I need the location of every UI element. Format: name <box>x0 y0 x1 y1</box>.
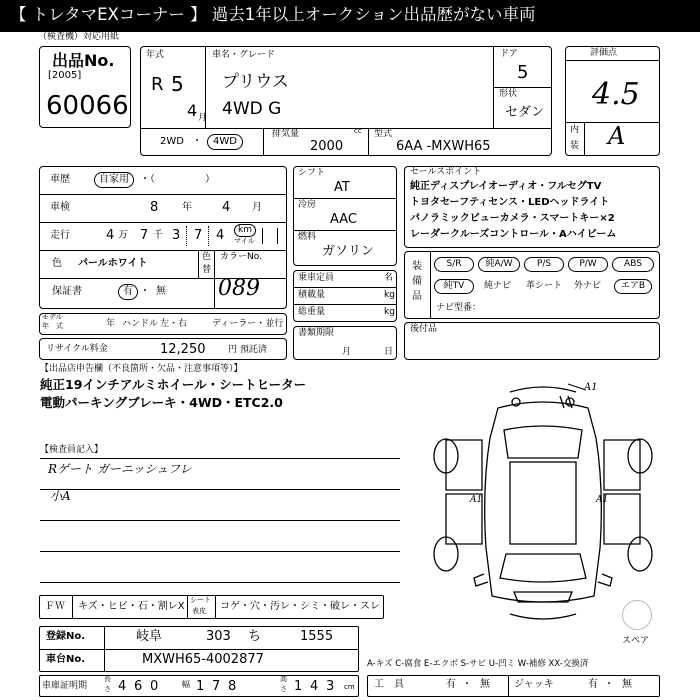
capacity-unit: 名 <box>384 273 394 283</box>
aircon-value: AAC <box>330 212 357 227</box>
attach-box <box>404 322 660 360</box>
warranty-label: 保証書 <box>52 286 82 297</box>
equip-navi: 純ナビ <box>484 281 512 291</box>
equip-ext-navi: 外ナビ <box>574 281 602 291</box>
inspector-note-1: Rゲート ガーニッシュフレ <box>48 462 192 476</box>
handle-label: ハンドル <box>122 319 159 329</box>
registration-place: 岐阜 <box>136 629 163 644</box>
mileage-d5: 4 <box>216 228 225 243</box>
year-label: 年式 <box>146 50 165 60</box>
registration-label: 登録No. <box>46 631 86 642</box>
warranty-yes: 有 <box>118 284 138 300</box>
drive-4wd: 4WD <box>207 134 243 150</box>
inspector-note-2: 小A <box>50 489 71 503</box>
color-code-label: カラーNo. <box>220 252 262 262</box>
inspection-month-unit: 月 <box>252 202 262 213</box>
door-label: ドア <box>500 49 518 59</box>
car-diagram <box>418 378 668 628</box>
car-name: プリウス <box>222 72 289 92</box>
history-value: 自家用 <box>94 172 134 188</box>
chassis-label: 車台No. <box>46 654 86 665</box>
drive-sep: ・ <box>192 136 202 147</box>
warranty-sep: ・ <box>140 286 150 297</box>
load-unit: kg <box>384 290 395 300</box>
cert-width-2: 7 <box>212 679 221 694</box>
model-year-year: 年 <box>106 319 116 329</box>
seat-label-1: シート <box>190 596 211 604</box>
jack-sep: ・ <box>604 679 614 690</box>
mileage-unit-km: km <box>234 224 256 237</box>
model-code: 6AA -MXWH65 <box>396 139 491 154</box>
registration-kana: ち <box>248 629 262 644</box>
banner-title: 【 トレタマEXコーナー 】 過去1年以上オークション出品歴がない車両 <box>10 5 536 24</box>
equip-sr: S/R <box>434 257 474 272</box>
jack-yes: 有 <box>588 679 598 690</box>
attach-label: 後付品 <box>410 324 438 334</box>
notes-line-1: 純正19インチアルミホイール・シートヒーター <box>40 377 307 392</box>
cert-length-1: 4 <box>118 679 127 694</box>
inspection-label: 車検 <box>50 202 70 213</box>
cert-length-2: 6 <box>134 679 143 694</box>
registration-class: 303 <box>206 629 231 644</box>
sales-point-4: レーダークルーズコントロール・Aハイビーム <box>410 229 617 240</box>
model-year-label-2: 年 式 <box>42 322 63 330</box>
year-value: 5 <box>171 72 184 96</box>
name-label: 車名・グレード <box>212 50 276 60</box>
inspection-year-unit: 年 <box>182 202 192 213</box>
mileage-unit-mile: マイル <box>234 237 255 245</box>
lot-number: 60066 <box>46 91 129 121</box>
disp-unit: cc <box>354 127 362 135</box>
model-label: 型式 <box>374 129 393 139</box>
sales-point-1: 純正ディスプレイオーディオ・フルセグTV <box>410 181 602 192</box>
recycle-label: リサイクル料金 <box>46 344 108 354</box>
mark-right: A1 <box>596 495 609 505</box>
color-code: 089 <box>218 276 260 301</box>
equipment-label-1: 装 <box>412 261 422 272</box>
spare-label: スペア <box>622 636 650 646</box>
fw-label: ＦＷ <box>45 601 65 612</box>
cert-width-1: 1 <box>196 679 205 694</box>
equip-airbag: エアB <box>614 279 652 294</box>
cert-height-3: 3 <box>326 679 335 694</box>
storage-day: 日 <box>384 347 394 357</box>
score-label: 評価点 <box>590 48 618 58</box>
fuel-label: 燃料 <box>298 232 317 242</box>
interior-label-1: 内 <box>570 125 580 135</box>
displacement: 2000 <box>310 139 344 154</box>
cert-width-l: 幅 <box>182 680 190 689</box>
cert-height-l1: 高 <box>280 675 287 683</box>
tools-sep: ・ <box>462 679 472 690</box>
mileage-u2: 千 <box>153 230 163 241</box>
cert-length-l1: 長 <box>104 675 111 683</box>
mileage-d1: 4 <box>106 228 115 243</box>
tools-label: 工 具 <box>374 679 404 690</box>
mark-top: A1 <box>584 382 598 393</box>
year-era: R <box>151 74 164 95</box>
fw-text: キズ・ヒビ・石・割レX <box>78 601 185 612</box>
sales-point-3: パノラミックビューカメラ・スマートキー×2 <box>410 213 615 224</box>
month-unit: 月 <box>198 113 208 123</box>
seat-label-2: 表皮 <box>192 607 206 615</box>
car-grade: 4WD G <box>222 99 282 119</box>
mileage-u1: 万 <box>118 230 128 241</box>
cert-length-l2: さ <box>104 685 111 693</box>
jack-label: ジャッキ <box>514 679 554 690</box>
disp-label: 排気量 <box>272 129 300 139</box>
drive-2wd: 2WD <box>160 136 184 147</box>
notes-line-2: 電動パーキングブレーキ・4WD・ETC2.0 <box>40 395 283 410</box>
shape-value: セダン <box>505 105 545 120</box>
equip-pw: P/W <box>568 257 608 272</box>
spare-tire-icon <box>622 600 652 630</box>
shift-value: AT <box>334 180 350 195</box>
equip-leather: 革シート <box>526 281 563 291</box>
jack-no: 無 <box>622 679 632 690</box>
equip-ps: P/S <box>524 257 564 272</box>
inspection-month: 4 <box>222 200 231 215</box>
capacity-label: 乗車定員 <box>298 273 335 283</box>
gross-unit: kg <box>384 307 395 317</box>
warranty-no: 無 <box>156 286 166 297</box>
sales-points-label: セールスポイント <box>410 167 482 177</box>
equip-abs: ABS <box>612 257 654 272</box>
color-value: パールホワイト <box>78 258 148 269</box>
month-value: 4 <box>187 101 198 120</box>
door-value: 5 <box>517 62 529 83</box>
color-label: 色 <box>52 258 62 269</box>
equipment-label-3: 品 <box>412 291 422 302</box>
mileage-label: 走行 <box>50 230 70 241</box>
seat-text: コゲ・穴・汚レ・シミ・破レ・スレ <box>220 601 380 612</box>
model-year-label-1: モデル <box>42 313 63 321</box>
interior-score: A <box>608 122 626 150</box>
load-label: 積載量 <box>298 290 326 300</box>
dealer-label: ディーラー・並行 <box>212 319 284 329</box>
handle-lr: 左・右 <box>160 319 188 329</box>
mileage-d3: 3 <box>172 228 181 243</box>
registration-number: 1555 <box>300 629 334 644</box>
cert-width-3: 8 <box>228 679 237 694</box>
mileage-pen-marks <box>262 228 278 244</box>
lot-sub: [2005] <box>48 70 82 81</box>
storage-month: 月 <box>342 347 352 357</box>
mileage-d4: 7 <box>194 228 203 243</box>
equip-tv: 純TV <box>434 279 474 294</box>
mark-left: A1 <box>470 495 483 505</box>
storage-label: 書類期限 <box>298 328 335 338</box>
sales-point-2: トヨタセーフティセンス・LEDヘッドライト <box>410 197 610 208</box>
cert-label: 車庫証明期 <box>42 681 88 691</box>
legend: A-キズ C-腐食 E-エクボ S-サビ U-凹ミ W-補修 XX-交換済 <box>367 659 589 669</box>
shape-label: 形状 <box>499 89 518 99</box>
cert-height-l2: さ <box>280 685 287 693</box>
chassis-value: MXWH65-4002877 <box>142 652 264 667</box>
cert-height-2: 4 <box>310 679 319 694</box>
history-rest: ・（ ） <box>140 174 215 185</box>
lot-label: 出品No. <box>52 51 115 70</box>
shift-label: シフト <box>298 168 326 178</box>
inspector-label: 【検査員記入】 <box>40 445 104 455</box>
score-value: 4.5 <box>592 77 640 112</box>
gross-label: 総重量 <box>298 307 326 317</box>
sub-banner: （検査機）対応用紙 <box>38 32 120 42</box>
aircon-label: 冷房 <box>298 200 317 210</box>
inspection-year: 8 <box>150 200 159 215</box>
tools-yes: 有 <box>446 679 456 690</box>
cert-height-1: 1 <box>294 679 303 694</box>
fuel-value: ガソリン <box>322 244 375 259</box>
recycle-amount: 12,250 <box>160 342 206 357</box>
cert-unit: cm <box>344 683 355 691</box>
equip-navi-model: ナビ型番： <box>436 303 482 313</box>
interior-label-2: 装 <box>570 141 580 151</box>
cert-length-3: 0 <box>150 679 159 694</box>
equip-alloy: 純A/W <box>478 257 520 272</box>
tools-no: 無 <box>480 679 490 690</box>
history-label: 車歴 <box>50 174 70 185</box>
notes-label: 【出品店申告欄（不良箇所・欠品・注意事項等）】 <box>40 364 243 374</box>
mileage-d2: 7 <box>140 228 149 243</box>
color-change-2: 替 <box>202 265 212 275</box>
color-change-1: 色 <box>202 252 212 262</box>
equipment-label-2: 備 <box>412 276 422 287</box>
recycle-suffix: 円 預託済 <box>228 345 267 355</box>
